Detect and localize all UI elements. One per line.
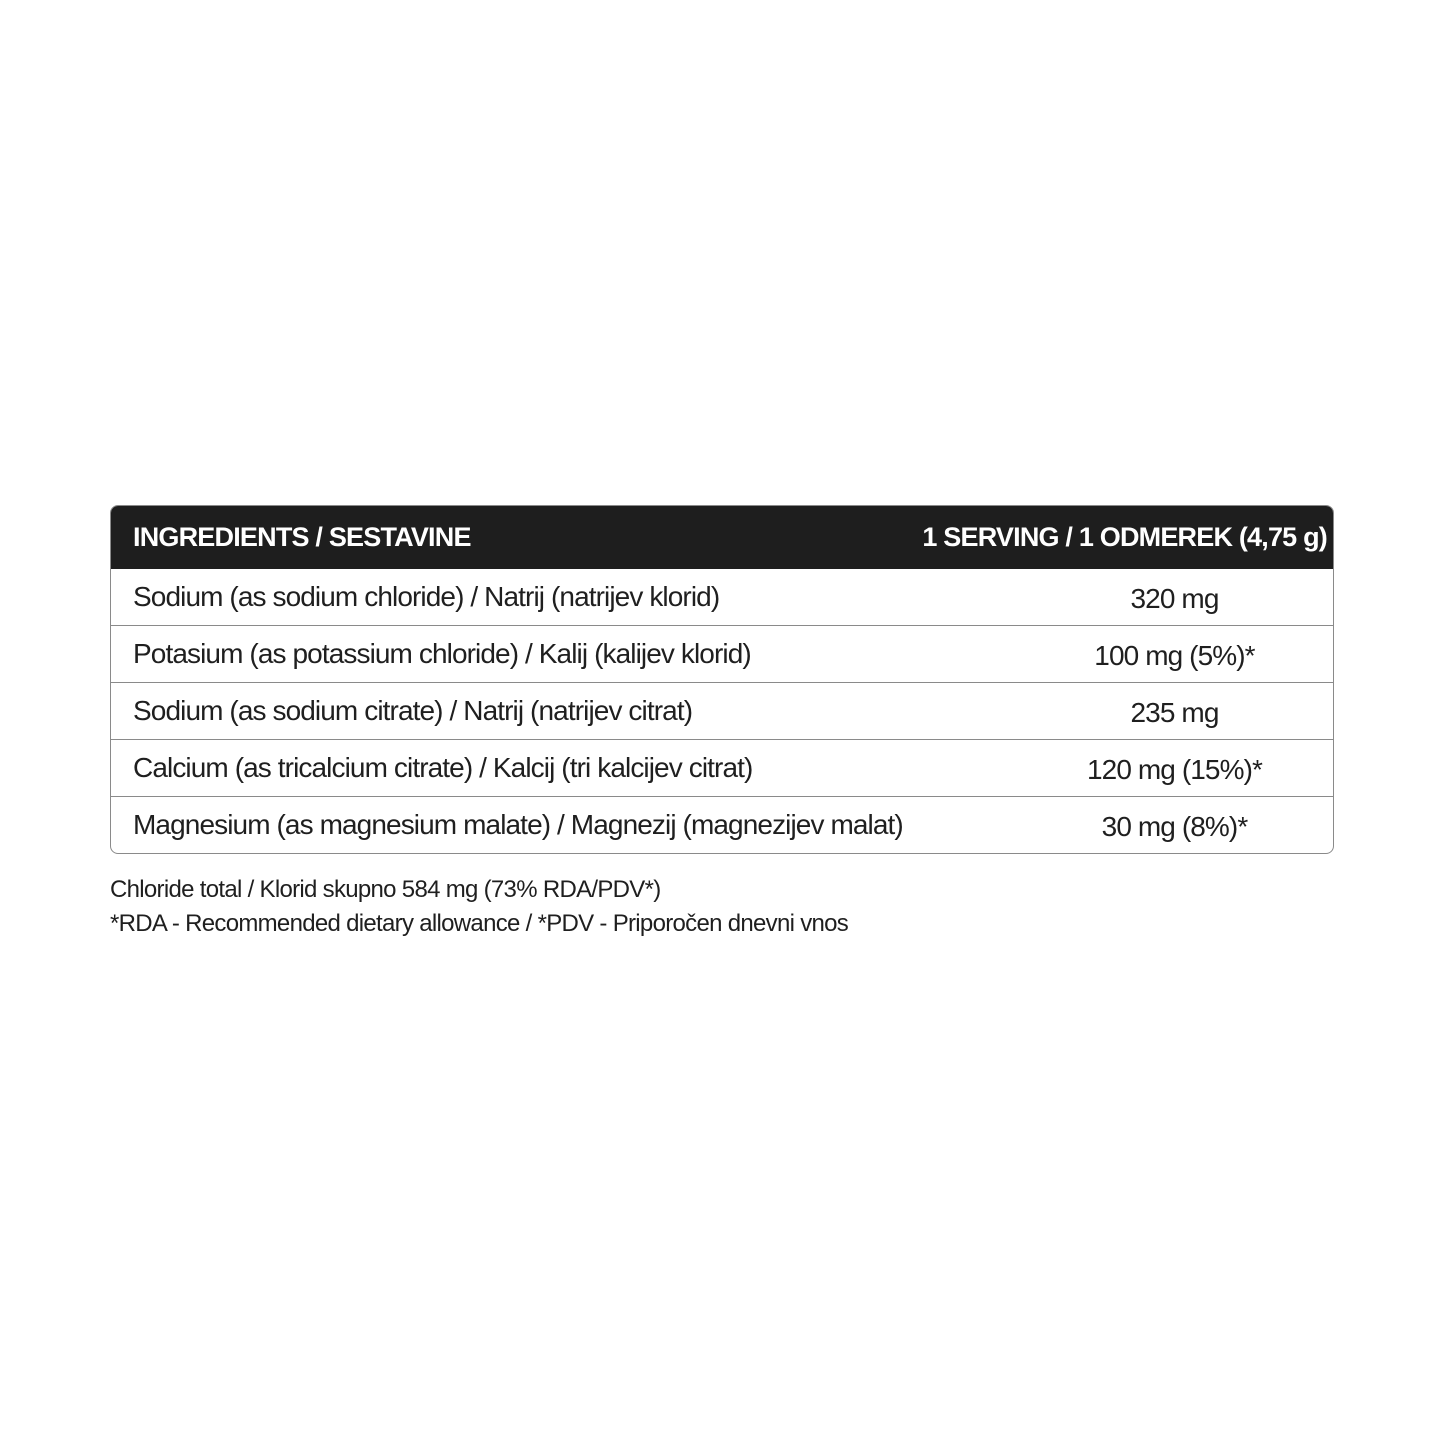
table-row — [111, 682, 1333, 739]
ingredient-amount: 30 mg (8%)* — [1101, 811, 1248, 842]
header-ingredients: INGREDIENTS / SESTAVINE — [133, 522, 471, 552]
chloride-total-note: Chloride total / Klorid skupno 584 mg (73% RDA/PDV*) — [110, 876, 661, 903]
ingredient-name: Magnesium (as magnesium malate) / Magnezij (magnezijev malat) — [133, 809, 903, 840]
ingredient-name: Sodium (as sodium chloride) / Natrij (natrijev klorid) — [133, 581, 720, 612]
table-body — [111, 569, 1333, 853]
table-row — [111, 569, 1333, 625]
table-row — [111, 796, 1333, 853]
footnotes — [110, 873, 848, 941]
ingredient-amount: 320 mg — [1130, 583, 1219, 614]
nutrition-table — [110, 505, 1334, 854]
ingredient-name: Potasium (as potassium chloride) / Kalij (kalijev klorid) — [133, 638, 751, 669]
table-row — [111, 739, 1333, 796]
rda-note: *RDA - Recommended dietary allowance / *PDV - Priporočen dnevni vnos — [110, 910, 849, 937]
ingredient-name: Calcium (as tricalcium citrate) / Kalcij (tri kalcijev citrat) — [133, 752, 753, 783]
ingredient-name: Sodium (as sodium citrate) / Natrij (natrijev citrat) — [133, 695, 693, 726]
table-row — [111, 625, 1333, 682]
ingredient-amount: 235 mg — [1130, 697, 1219, 728]
table-header — [111, 506, 1333, 569]
ingredient-amount: 100 mg (5%)* — [1094, 640, 1255, 671]
ingredient-amount: 120 mg (15%)* — [1086, 754, 1263, 785]
header-serving: 1 SERVING / 1 ODMEREK (4,75 g) — [922, 522, 1327, 552]
